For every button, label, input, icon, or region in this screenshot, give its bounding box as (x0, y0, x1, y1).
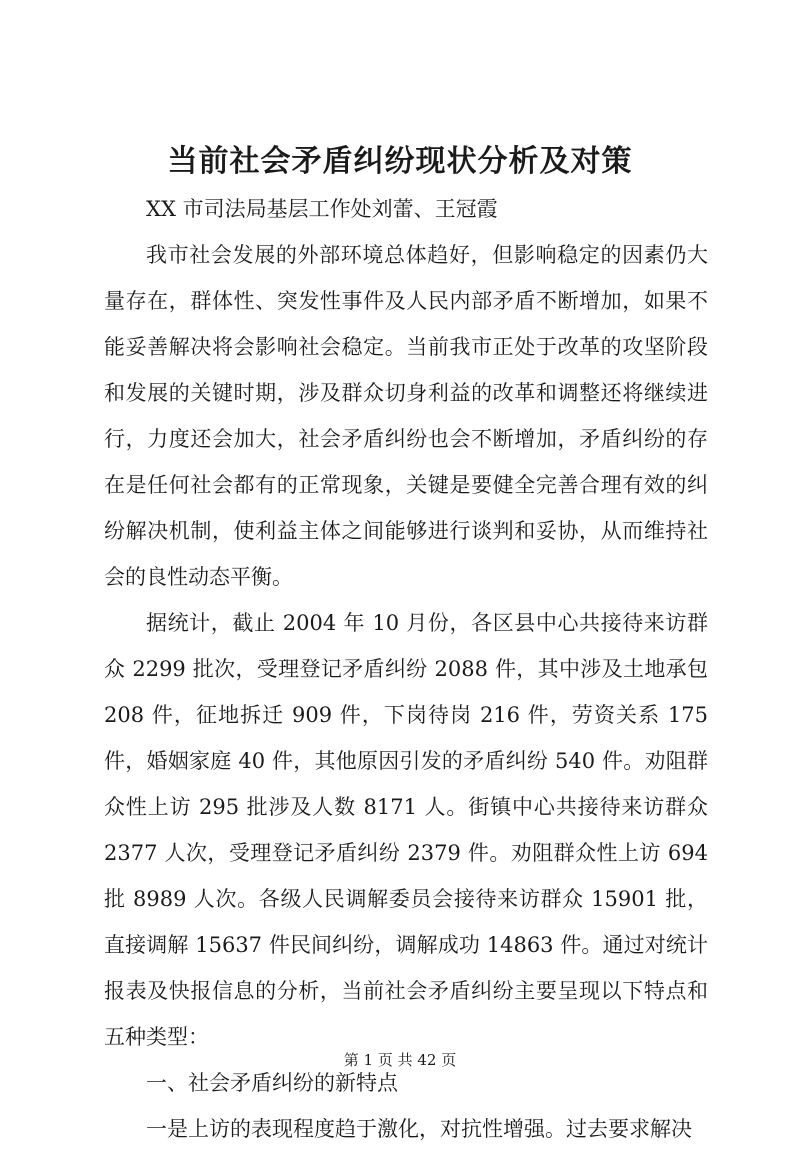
paragraph: 一是上访的表现程度趋于激化，对抗性增强。过去要求解决 (146, 1117, 692, 1141)
paragraph: 据统计，截止 2004 年 10 月份，各区县中心共接待来访群众 2299 批次，受理登记矛盾纠纷 2088 件，其中涉及土地承包 208 件，征地拆迁 909 件，下岗待岗 216 件，劳资关系 175 件，婚姻家庭 40 件，其他原因引发的矛盾纠纷 540 件。劝阻群众性上访 295 批涉及人数 8171 人。街镇中心共接待来访群众 2377 人次，受理登记矛盾纠纷 2379 件。劝阻群众性上访 694 批 8989 人次。各级人民调解委员会接待来访群众 15901 批，直接调解 15637 件民间纠纷，调解成功 14863 件。通过对统计报表及快报信息的分析，当前社会矛盾纠纷主要呈现以下特点和五种类型： (104, 611, 708, 1049)
document-title: 当前社会矛盾纠纷现状分析及对策 (167, 144, 633, 179)
document-body (104, 186, 708, 1152)
page-footer: 第 1 页 共 42 页 (343, 1051, 457, 1069)
author-line: XX 市司法局基层工作处刘蕾、王冠霞 (146, 197, 498, 221)
paragraph: 我市社会发展的外部环境总体趋好，但影响稳定的因素仍大量存在，群体性、突发性事件及人民内部矛盾不断增加，如果不能妥善解决将会影响社会稳定。当前我市正处于改革的攻坚阶段和发展的关键时期，涉及群众切身利益的改革和调整还将继续进行，力度还会加大，社会矛盾纠纷也会不断增加，矛盾纠纷的存在是任何社会都有的正常现象，关键是要健全完善合理有效的纠纷解决机制，使利益主体之间能够进行谈判和妥协，从而维持社会的良性动态平衡。 (104, 243, 708, 589)
section-heading: 一、社会矛盾纠纷的新特点 (146, 1071, 398, 1095)
